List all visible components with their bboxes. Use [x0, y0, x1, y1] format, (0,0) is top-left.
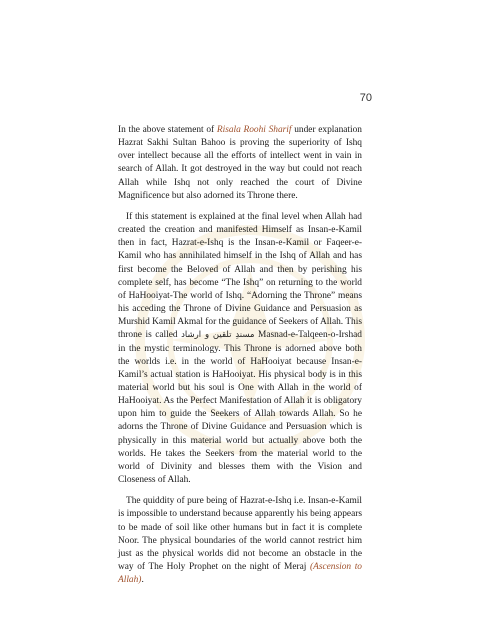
paragraph-1	[118, 124, 362, 203]
paragraph-1-text-a: In the above statement of	[118, 125, 217, 135]
body-text	[118, 124, 362, 595]
paragraph-2	[118, 211, 362, 487]
urdu-term: مسندِ تلقین و ارشاد	[181, 330, 255, 341]
paragraph-2-text-b: Masnad-e-Talqeen-o-Irshad in the mystic terminology. This Throne is adorned above both the worlds i.e. in the world of HaHooiyat because Insan-e-Kamil’s actual station is HaHooiyat. His physical body is in this material world but his soul is One with Allah in the world of HaHooiyat. As the Perfect Manifestation of Allah it is obligatory upon him to guide the Seekers of Allah towards Allah. So he adorns the Throne of Divine Guidance and Persuasion which is physically in this material world but actually above both the worlds. He takes the Seekers from the material world to the world of Divinity and blesses them with the Vision and Closeness of Allah.	[118, 330, 362, 486]
page-number: 70	[359, 92, 372, 104]
risala-title: Risala Roohi Sharif	[216, 125, 292, 135]
paragraph-3	[118, 495, 362, 587]
paragraph-3-text-b: .	[141, 575, 144, 586]
meraj-note: (Ascension to Allah)	[118, 562, 362, 586]
paragraph-2-text-a: If this statement is explained at the final level when Allah had created the creation and manifested Himself as Insan-e-Kamil then in fact, Hazrat-e-Ishq is the Insan-e-Kamil or Faqeer-e-Kamil who has annihilated himself in the Ishq of Allah and has first become the Beloved of Allah and then by perishing his complete self, has become “The Ishq” on returning to the world of HaHooiyat-The world of Ishq. “Adorning the Throne” means his acceding the Throne of Divine Guidance and Persuasion as Murshid Kamil Akmal for the guidance of Seekers of Allah. This throne is called	[118, 211, 362, 341]
paragraph-3-text-a: The quiddity of pure being of Hazrat-e-Ishq i.e. Insan-e-Kamil is impossible to understand because apparently his being appears to be made of soil like other humans but in fact it is complete Noor. The physical boundaries of the world cannot restrict him just as the physical worlds did not become an obstacle in the way of The Holy Prophet on the night of Meraj	[118, 496, 362, 572]
paragraph-1-text-b: under explanation Hazrat Sakhi Sultan Bahoo is proving the superiority of Ishq over intellect because all the efforts of intellect went in vain in search of Allah. It got destroyed in the way but could not reach Allah while Ishq not only reached the court of Divine Magnificence but also adorned its Throne there.	[118, 125, 362, 201]
